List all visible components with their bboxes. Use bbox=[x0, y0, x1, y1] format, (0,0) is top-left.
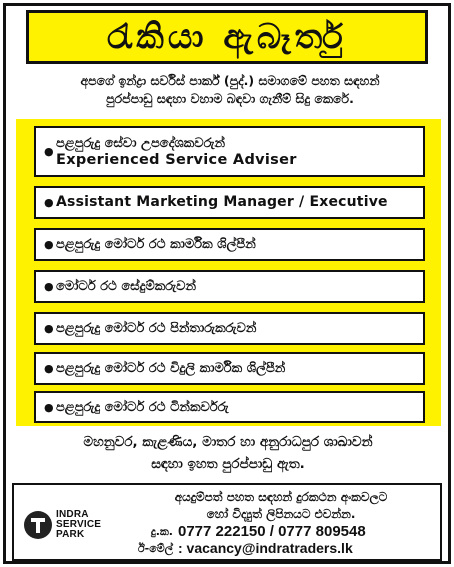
bullet-icon: ● bbox=[44, 322, 54, 335]
branches-line-2: සඳහා ඉහත පුරප්පාඩු ඇත. bbox=[151, 456, 305, 472]
job-advertisement bbox=[3, 3, 451, 564]
vacancy-title-si: පළපුරුදු මෝටර් රථ කාර්මික ශිල්පීන් bbox=[56, 237, 256, 252]
vacancy-title-si: පළපුරුදු මෝටර් රථ ටින්කර්වරු bbox=[56, 399, 229, 415]
email-row bbox=[124, 540, 438, 557]
branch-locations bbox=[12, 431, 444, 475]
apply-line-2: හෝ විද්‍යුත් ලිපිනයට එවන්න. bbox=[206, 507, 356, 521]
intro-line-1: අපගේ ඉන්ද්‍රා සර්විස් පාර්ක් (පුද්.) සමාගමේ පහත සඳහන් bbox=[80, 73, 380, 88]
bullet-icon: ● bbox=[44, 362, 54, 375]
bullet-icon: ● bbox=[44, 400, 54, 414]
intro-paragraph bbox=[16, 72, 444, 108]
logo-wordmark: INDRA SERVICE PARK bbox=[56, 509, 102, 540]
vacancy-title-en: Assistant Marketing Manager / Executive bbox=[56, 194, 388, 210]
contact-footer bbox=[12, 483, 442, 561]
email-address[interactable]: : vacancy@indratraders.lk bbox=[178, 540, 353, 556]
intro-line-2: පුරප්පාඩු සඳහා වහාම බඳවා ගැනීම් සිදු කෙරේ. bbox=[106, 91, 354, 106]
bullet-icon: ● bbox=[44, 238, 54, 251]
vacancy-title-si: පළපුරුදු මෝටර් රථ විදුලි කාර්මික ශිල්පීන් bbox=[56, 361, 286, 376]
vacancy-title-si: පළපුරුදු සේවා උපදේශකවරුන් bbox=[56, 135, 226, 151]
vacancy-title-si: පළපුරුදු මෝටර් රථ පින්තාරුකරුවන් bbox=[56, 321, 257, 336]
phone-row bbox=[124, 523, 438, 540]
headline-text: රැකියා ඇබෑර්තු bbox=[107, 17, 347, 57]
vacancy-item bbox=[34, 391, 425, 423]
vacancy-item bbox=[34, 228, 425, 261]
phone-label: දු.ක. bbox=[150, 525, 173, 538]
vacancy-item bbox=[34, 352, 425, 385]
vacancy-title-en: Experienced Service Adviser bbox=[56, 151, 297, 168]
branches-line-1: මහනුවර, කැළණිය, මාතර හා අනුරාධපුර ශාඛාවන් bbox=[83, 434, 373, 450]
logo-mark-icon bbox=[24, 511, 52, 539]
application-instructions bbox=[124, 489, 438, 557]
bullet-icon: ● bbox=[44, 145, 54, 158]
vacancy-title-si: මෝටර් රථ සේදුම්කරුවන් bbox=[56, 279, 197, 294]
vacancy-list bbox=[16, 119, 441, 426]
vacancy-item bbox=[34, 186, 425, 219]
vacancy-item bbox=[34, 270, 425, 303]
phone-numbers[interactable]: 0777 222150 / 0777 809548 bbox=[178, 523, 366, 540]
vacancy-item bbox=[34, 126, 425, 177]
company-logo bbox=[24, 499, 108, 551]
apply-line-1: අයදුම්පත් පහත සඳහන් දුරකථන අංකවලට bbox=[174, 490, 388, 504]
vacancy-item bbox=[34, 312, 425, 345]
headline-banner bbox=[26, 10, 428, 64]
bullet-icon: ● bbox=[44, 196, 54, 209]
bullet-icon: ● bbox=[44, 280, 54, 293]
email-label: ඊ-මේල් bbox=[137, 542, 173, 555]
